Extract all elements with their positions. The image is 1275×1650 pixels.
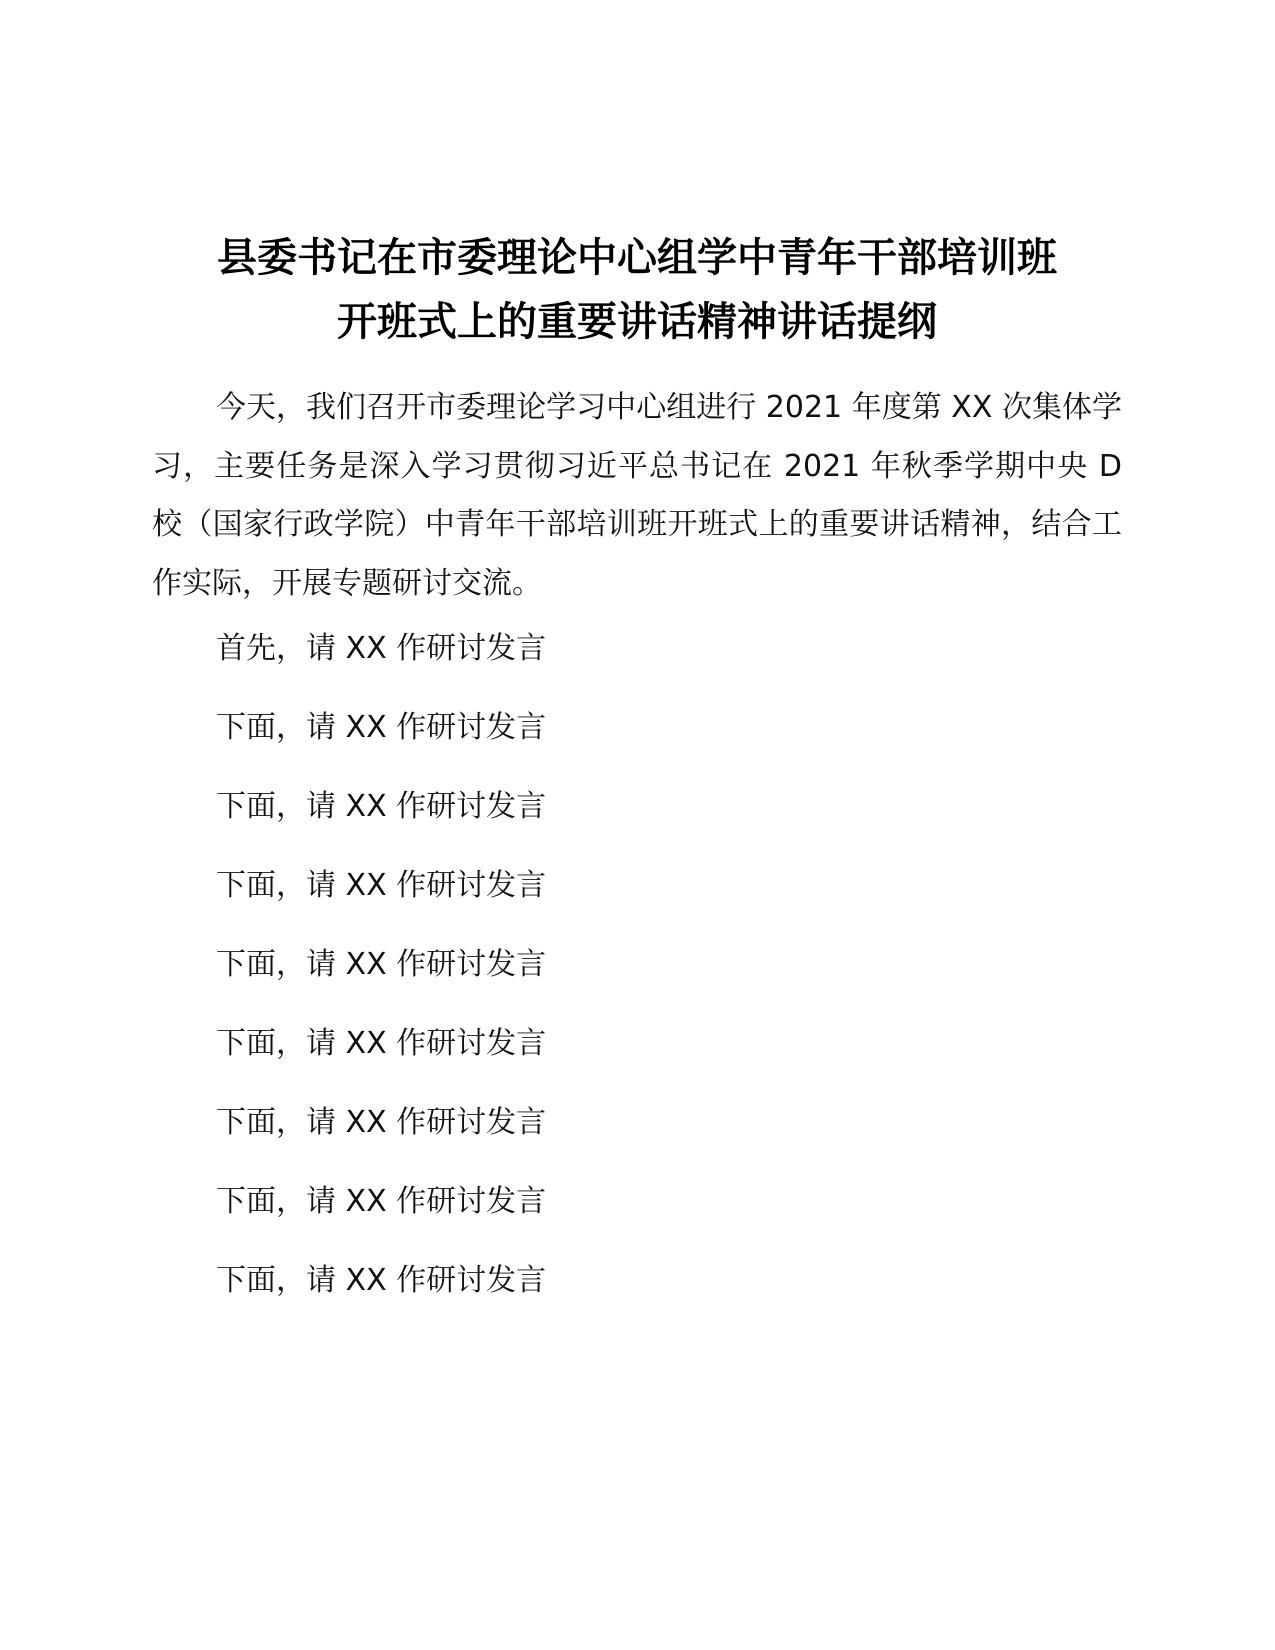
speaker-line: 下面，请 XX 作研讨发言 — [216, 789, 547, 824]
intro-paragraph: 今天，我们召开市委理论学习中心组进行 2021 年度第 XX 次集体学习，主要任务是深入学习贯彻习近平总书记在 2021 年秋季学期中央 D 校（国家行政学院）中青年干部培训班开班式上的重要讲话精神，结合工作实际，开展专题研讨交流。 — [152, 390, 1122, 601]
speaker-line: 下面，请 XX 作研讨发言 — [216, 1105, 547, 1140]
speaker-line: 下面，请 XX 作研讨发言 — [216, 1184, 547, 1219]
speaker-line: 下面，请 XX 作研讨发言 — [216, 868, 547, 903]
title-line-1: 县委书记在市委理论中心组学中青年干部培训班 — [217, 235, 1057, 281]
speaker-line: 下面，请 XX 作研讨发言 — [216, 1026, 547, 1061]
document-title — [152, 226, 1122, 354]
speaker-line: 下面，请 XX 作研讨发言 — [216, 710, 547, 745]
title-line-2: 开班式上的重要讲话精神讲话提纲 — [337, 299, 937, 345]
speaker-line: 下面，请 XX 作研讨发言 — [216, 947, 547, 982]
speaker-line: 下面，请 XX 作研讨发言 — [216, 1263, 547, 1298]
speaker-line: 首先，请 XX 作研讨发言 — [216, 631, 547, 666]
speaker-list — [216, 632, 546, 1343]
